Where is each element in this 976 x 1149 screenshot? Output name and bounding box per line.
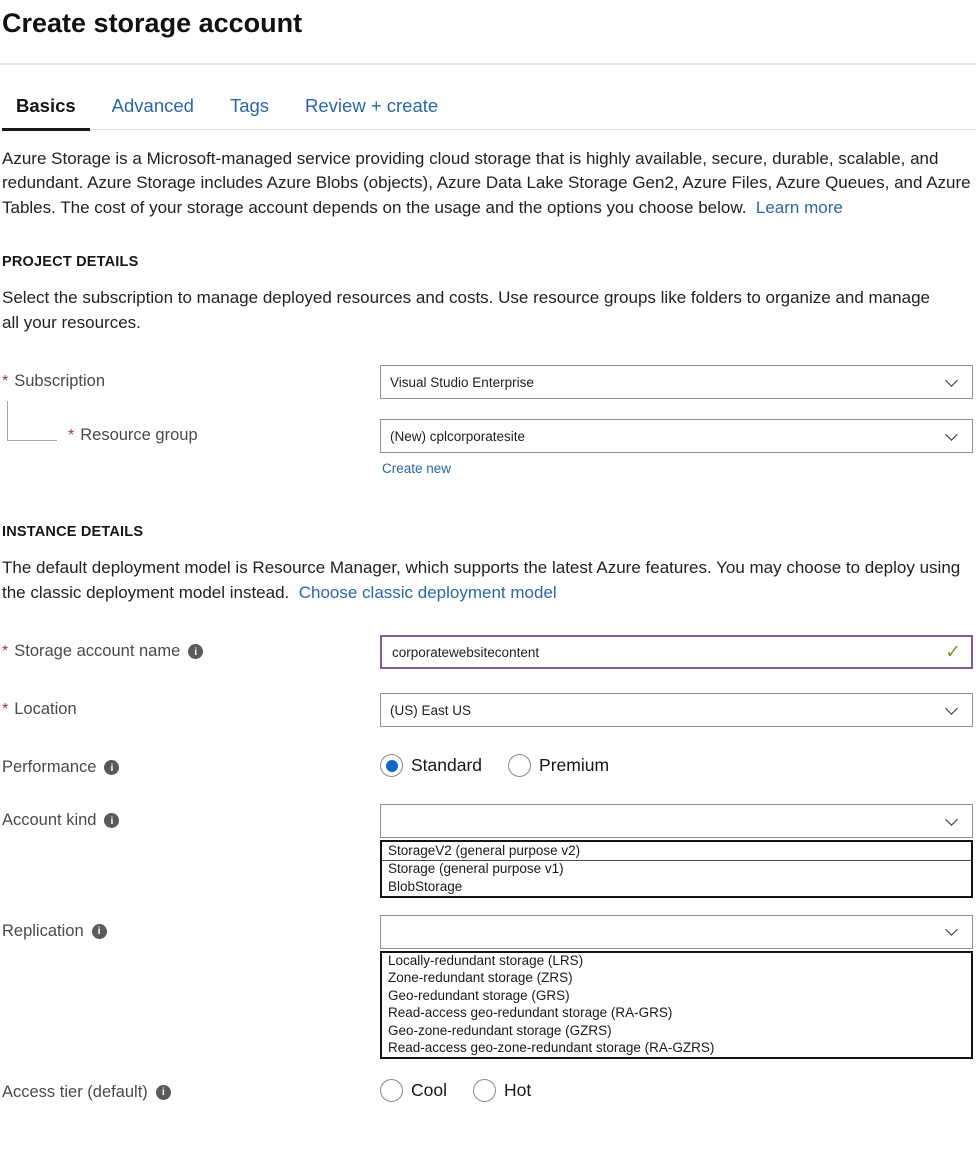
- resource-group-value: (New) cplcorporatesite: [390, 428, 526, 444]
- replication-option-list: [380, 951, 973, 1059]
- tab-review-create[interactable]: Review + create: [305, 95, 439, 116]
- storage-account-name-label-text: Storage account name: [14, 642, 181, 661]
- required-asterisk: *: [2, 642, 9, 660]
- access-tier-option-cool-label: Cool: [411, 1079, 447, 1100]
- intro-text-body: Azure Storage is a Microsoft-managed service providing cloud storage that is highly available, secure, durable, scalable, and redundant. Azure Storage includes Azure Blobs (objects), Azure Data Lake Storage Gen2, Azure Files, Azure Queues, and Azure Tables. The cost of your storage account depends on the usage and the options you choose below.: [2, 149, 971, 217]
- storage-account-name-input[interactable]: [380, 635, 973, 669]
- subscription-row: [2, 365, 976, 399]
- account-kind-row: [2, 804, 976, 897]
- choose-classic-deployment-link[interactable]: Choose classic deployment model: [298, 582, 557, 602]
- access-tier-radio-hot[interactable]: [473, 1079, 531, 1102]
- performance-radio-standard[interactable]: [380, 754, 482, 777]
- performance-radio-premium[interactable]: [508, 754, 609, 777]
- account-kind-label: [2, 804, 380, 830]
- storage-account-name-label: [2, 635, 380, 661]
- access-tier-label-text: Access tier (default): [2, 1082, 148, 1101]
- required-asterisk: *: [68, 426, 75, 444]
- access-tier-radio-group: [380, 1076, 973, 1102]
- access-tier-option-hot-label: Hot: [504, 1079, 532, 1100]
- access-tier-radio-cool[interactable]: [380, 1079, 447, 1102]
- required-asterisk: *: [2, 372, 9, 390]
- instance-details-description: [2, 556, 976, 605]
- info-icon[interactable]: i: [104, 813, 119, 828]
- tab-advanced[interactable]: Advanced: [111, 95, 194, 116]
- resource-group-label-text: Resource group: [80, 426, 198, 445]
- storage-account-name-row: [2, 635, 976, 669]
- access-tier-row: [2, 1076, 976, 1102]
- radio-unselected-icon: [380, 1079, 403, 1102]
- intro-text: [2, 147, 976, 220]
- replication-option-ra-grs[interactable]: Read-access geo-redundant storage (RA-GRS): [388, 1005, 673, 1021]
- subscription-select[interactable]: [380, 365, 973, 399]
- header-divider: [0, 63, 976, 65]
- subscription-label-text: Subscription: [14, 372, 106, 391]
- resource-group-row: [2, 419, 976, 453]
- replication-option-grs[interactable]: Geo-redundant storage (GRS): [388, 987, 570, 1003]
- account-kind-option-storage-v1[interactable]: Storage (general purpose v1): [388, 861, 564, 877]
- info-icon[interactable]: i: [188, 644, 203, 659]
- performance-row: [2, 751, 976, 777]
- info-icon[interactable]: i: [156, 1085, 171, 1100]
- tab-basics[interactable]: Basics: [14, 91, 78, 129]
- storage-account-name-value: corporatewebsitecontent: [392, 644, 540, 660]
- chevron-down-icon: [945, 374, 958, 387]
- chevron-down-icon: [945, 813, 958, 826]
- location-value: (US) East US: [390, 702, 472, 718]
- project-details-form: [0, 365, 976, 478]
- tab-tags[interactable]: Tags: [229, 95, 270, 116]
- learn-more-link[interactable]: Learn more: [755, 197, 843, 217]
- create-new-link[interactable]: Create new: [382, 461, 452, 477]
- page-title: Create storage account: [2, 8, 303, 38]
- radio-unselected-icon: [473, 1079, 496, 1102]
- required-asterisk: *: [2, 700, 9, 718]
- performance-label: [2, 751, 380, 777]
- instance-details-heading: INSTANCE DETAILS: [2, 524, 144, 541]
- subscription-label: [2, 365, 380, 391]
- replication-row: [2, 915, 976, 1059]
- location-label: [2, 693, 380, 719]
- info-icon[interactable]: i: [104, 760, 119, 775]
- project-details-description: Select the subscription to manage deployed resources and costs. Use resource groups like folders to organize and manage all your resources.: [2, 288, 930, 332]
- chevron-down-icon: [945, 923, 958, 936]
- location-label-text: Location: [14, 700, 77, 719]
- chevron-down-icon: [945, 702, 958, 715]
- resource-group-select[interactable]: [380, 419, 973, 453]
- replication-option-zrs[interactable]: Zone-redundant storage (ZRS): [388, 970, 573, 986]
- replication-option-gzrs[interactable]: Geo-zone-redundant storage (GZRS): [388, 1022, 612, 1038]
- location-select[interactable]: [380, 693, 973, 727]
- replication-option-ra-gzrs[interactable]: Read-access geo-zone-redundant storage (RA-GZRS): [388, 1040, 715, 1056]
- performance-option-premium-label: Premium: [539, 755, 610, 776]
- subscription-value: Visual Studio Enterprise: [390, 374, 534, 390]
- radio-unselected-icon: [508, 754, 531, 777]
- location-row: [2, 693, 976, 727]
- instance-details-text: The default deployment model is Resource Manager, which supports the latest Azure features. You may choose to deploy using the classic deployment model instead.: [2, 558, 961, 602]
- resource-group-label: [2, 419, 380, 445]
- account-kind-option-blobstorage[interactable]: BlobStorage: [388, 878, 463, 894]
- info-icon[interactable]: i: [92, 924, 107, 939]
- account-kind-option-storagev2[interactable]: StorageV2 (general purpose v2): [382, 842, 971, 860]
- replication-select[interactable]: [380, 915, 973, 949]
- valid-check-icon: ✓: [945, 641, 961, 663]
- instance-details-form: [0, 635, 976, 1102]
- account-kind-label-text: Account kind: [2, 811, 97, 830]
- resource-group-connector-line: [7, 401, 57, 441]
- performance-radio-group: [380, 751, 973, 777]
- performance-label-text: Performance: [2, 758, 97, 777]
- account-kind-select[interactable]: [380, 804, 973, 838]
- chevron-down-icon: [945, 428, 958, 441]
- account-kind-option-list: [380, 840, 973, 897]
- replication-option-lrs[interactable]: Locally-redundant storage (LRS): [388, 953, 584, 968]
- performance-option-standard-label: Standard: [411, 755, 483, 776]
- tab-bar: [14, 91, 976, 130]
- project-details-heading: PROJECT DETAILS: [2, 254, 139, 271]
- create-new-row: [382, 460, 976, 478]
- replication-label: [2, 915, 380, 941]
- replication-label-text: Replication: [2, 921, 84, 940]
- radio-selected-icon: [380, 754, 403, 777]
- access-tier-label: [2, 1076, 380, 1102]
